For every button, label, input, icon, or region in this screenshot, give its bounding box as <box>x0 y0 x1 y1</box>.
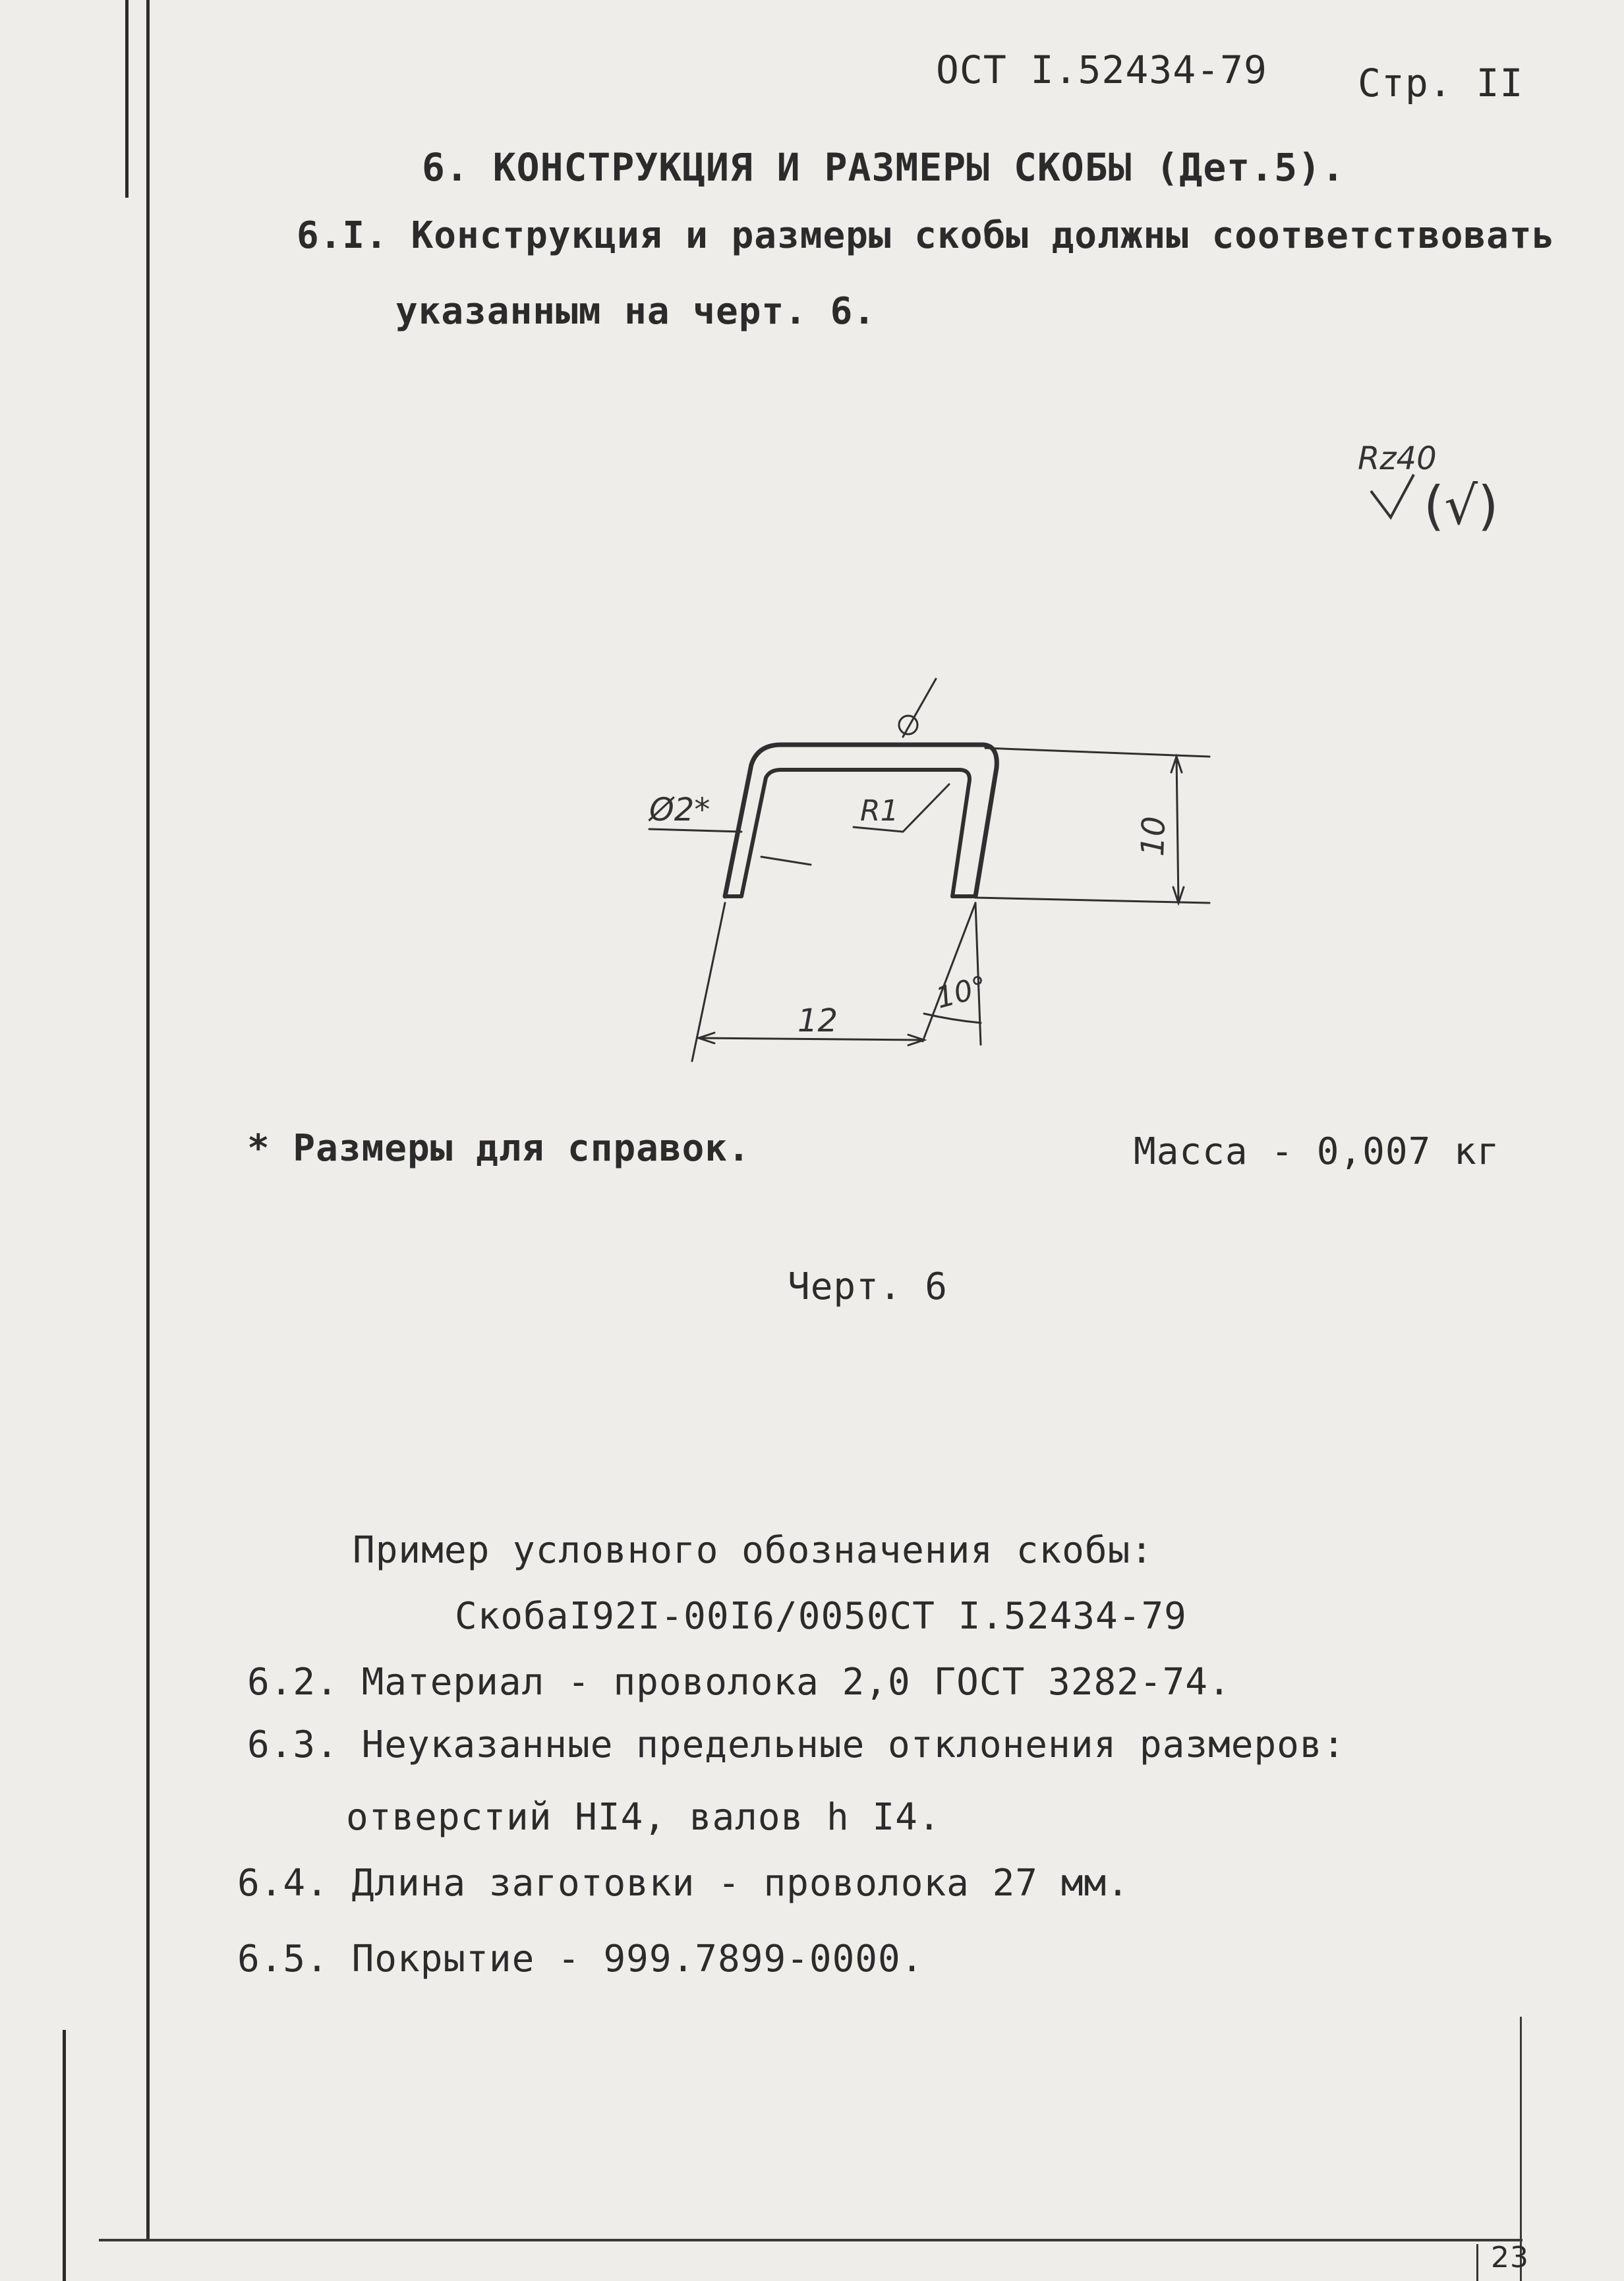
dim-angle: 10° <box>932 969 991 1016</box>
dim-width: 12 <box>798 1002 838 1039</box>
example-designation: СкобаI92I-00I6/0050СТ I.52434-79 <box>455 1595 1187 1638</box>
frame-left-border <box>146 0 150 2241</box>
reference-note: * Размеры для справок. <box>247 1127 751 1170</box>
dim-height: 10 <box>1134 815 1173 857</box>
item-6-4: 6.4. Длина заготовки - проволока 27 мм. <box>237 1862 1130 1905</box>
roughness-paren-symbol: (√) <box>1424 475 1499 536</box>
bracket-drawing <box>593 659 1226 1087</box>
doc-code: ОСТ I.52434-79 <box>936 47 1267 92</box>
dim-radius: R1 <box>860 794 899 828</box>
roughness-value: Rz40 <box>1358 440 1437 477</box>
binding-line-top <box>125 0 129 198</box>
page-label: Стр. II <box>1358 61 1524 105</box>
item-6-3-line2: отверстий HI4, валов h I4. <box>346 1796 941 1839</box>
item-6-2: 6.2. Материал - проволока 2,0 ГОСТ 3282-74. <box>247 1661 1231 1704</box>
paragraph-6-1-line2: указанным на черт. 6. <box>395 290 877 333</box>
dim-diameter: Ø2* <box>649 792 710 828</box>
paragraph-6-1-line1: 6.I. Конструкция и размеры скобы должны соответствовать <box>297 214 1555 257</box>
binding-line-bottom <box>63 2030 66 2281</box>
frame-bottom-border <box>99 2239 1522 2241</box>
mass-note: Масса - 0,007 кг <box>1134 1130 1500 1173</box>
roughness-symbol <box>1345 428 1542 547</box>
figure-caption: Черт. 6 <box>788 1265 948 1308</box>
item-6-3-line1: 6.3. Неуказанные предельные отклонения размеров: <box>247 1723 1346 1766</box>
sheet-number: 23 <box>1491 2241 1529 2274</box>
example-title: Пример условного обозначения скобы: <box>353 1529 1154 1572</box>
section-title: 6. КОНСТРУКЦИЯ И РАЗМЕРЫ СКОБЫ (Дет.5). <box>422 145 1345 190</box>
bracket-inner-contour <box>741 770 970 896</box>
item-6-5: 6.5. Покрытие - 999.7899-0000. <box>237 1938 924 1980</box>
